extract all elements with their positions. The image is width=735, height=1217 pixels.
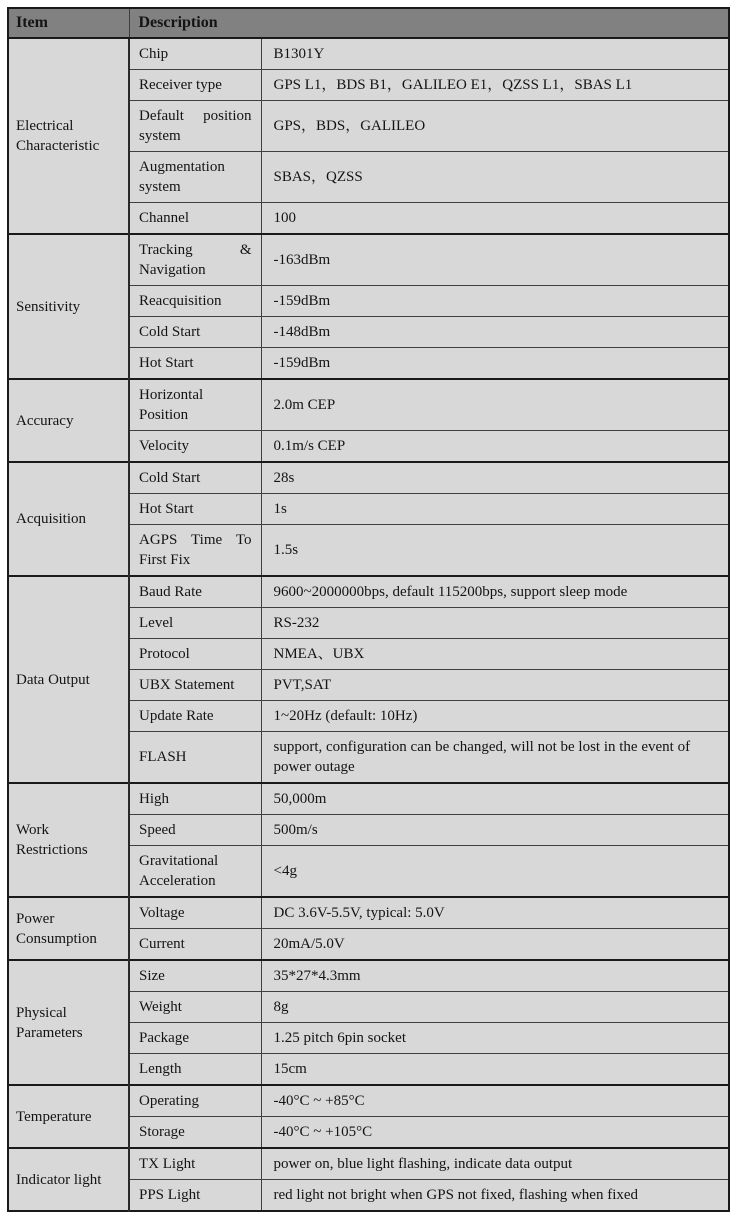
table-row [8,783,729,815]
table-row [8,379,729,431]
item-group-cell: Sensitivity [8,234,129,379]
spec-value-cell: 1.5s [261,525,729,577]
spec-value-cell: -40°C ~ +85°C [261,1085,729,1117]
spec-label-cell: TX Light [129,1148,261,1180]
spec-value-cell: power on, blue light flashing, indicate data output [261,1148,729,1180]
spec-value-cell: 1s [261,494,729,525]
spec-value-cell: -159dBm [261,348,729,380]
item-group-cell: Work Restrictions [8,783,129,897]
spec-label-cell: Voltage [129,897,261,929]
spec-value-cell: 1~20Hz (default: 10Hz) [261,701,729,732]
spec-value-cell: -159dBm [261,286,729,317]
table-row [8,576,729,608]
spec-label-cell: Size [129,960,261,992]
spec-value-cell: red light not bright when GPS not fixed, flashing when fixed [261,1180,729,1212]
spec-value-cell: support, configuration can be changed, will not be lost in the event of power outage [261,732,729,784]
spec-value-cell: 9600~2000000bps, default 115200bps, support sleep mode [261,576,729,608]
spec-label-cell: AGPS Time To First Fix [129,525,261,577]
column-header-description: Description [129,8,729,38]
spec-label-cell: Channel [129,203,261,235]
spec-table-body [8,38,729,1211]
spec-value-cell: GPS L1，BDS B1，GALILEO E1，QZSS L1，SBAS L1 [261,70,729,101]
spec-value-cell: -40°C ~ +105°C [261,1117,729,1149]
spec-value-cell: -163dBm [261,234,729,286]
item-group-cell: Acquisition [8,462,129,576]
spec-value-cell: B1301Y [261,38,729,70]
table-row [8,897,729,929]
spec-value-cell: 0.1m/s CEP [261,431,729,463]
spec-value-cell: GPS，BDS，GALILEO [261,101,729,152]
spec-value-cell: DC 3.6V-5.5V, typical: 5.0V [261,897,729,929]
item-group-cell: Indicator light [8,1148,129,1211]
spec-label-cell: Storage [129,1117,261,1149]
spec-label-cell: Reacquisition [129,286,261,317]
item-group-cell: Power Consumption [8,897,129,960]
spec-label-cell: Tracking & Navigation [129,234,261,286]
table-row [8,1148,729,1180]
item-group-cell: Electrical Characteristic [8,38,129,234]
spec-table [7,7,730,1212]
spec-label-cell: Operating [129,1085,261,1117]
spec-table-header [8,8,729,38]
spec-value-cell: 28s [261,462,729,494]
spec-label-cell: Chip [129,38,261,70]
column-header-item: Item [8,8,129,38]
spec-label-cell: Weight [129,992,261,1023]
spec-value-cell: SBAS，QZSS [261,152,729,203]
table-row [8,1085,729,1117]
item-group-cell: Temperature [8,1085,129,1148]
spec-label-cell: Hot Start [129,494,261,525]
item-group-cell: Physical Parameters [8,960,129,1085]
spec-value-cell: 500m/s [261,815,729,846]
spec-label-cell: Package [129,1023,261,1054]
table-row [8,462,729,494]
spec-label-cell: Augmentation system [129,152,261,203]
spec-label-cell: Level [129,608,261,639]
spec-label-cell: Update Rate [129,701,261,732]
spec-value-cell: 50,000m [261,783,729,815]
spec-value-cell: RS-232 [261,608,729,639]
spec-value-cell: NMEA、UBX [261,639,729,670]
spec-label-cell: Length [129,1054,261,1086]
spec-label-cell: Protocol [129,639,261,670]
item-group-cell: Accuracy [8,379,129,462]
spec-label-cell: Hot Start [129,348,261,380]
spec-label-cell: Velocity [129,431,261,463]
header-row [8,8,729,38]
spec-value-cell: PVT,SAT [261,670,729,701]
spec-label-cell: Current [129,929,261,961]
spec-value-cell: <4g [261,846,729,898]
spec-value-cell: 20mA/5.0V [261,929,729,961]
spec-value-cell: 35*27*4.3mm [261,960,729,992]
spec-label-cell: Receiver type [129,70,261,101]
spec-label-cell: Cold Start [129,317,261,348]
spec-value-cell: -148dBm [261,317,729,348]
spec-label-cell: Cold Start [129,462,261,494]
spec-label-cell: PPS Light [129,1180,261,1212]
spec-value-cell: 8g [261,992,729,1023]
spec-label-cell: Default position system [129,101,261,152]
spec-label-cell: UBX Statement [129,670,261,701]
spec-label-cell: Speed [129,815,261,846]
table-row [8,38,729,70]
spec-label-cell: FLASH [129,732,261,784]
spec-value-cell: 15cm [261,1054,729,1086]
spec-label-cell: Horizontal Position [129,379,261,431]
item-group-cell: Data Output [8,576,129,783]
table-row [8,960,729,992]
spec-label-cell: Gravitational Acceleration [129,846,261,898]
spec-value-cell: 1.25 pitch 6pin socket [261,1023,729,1054]
spec-label-cell: High [129,783,261,815]
table-row [8,234,729,286]
spec-label-cell: Baud Rate [129,576,261,608]
spec-value-cell: 2.0m CEP [261,379,729,431]
spec-value-cell: 100 [261,203,729,235]
